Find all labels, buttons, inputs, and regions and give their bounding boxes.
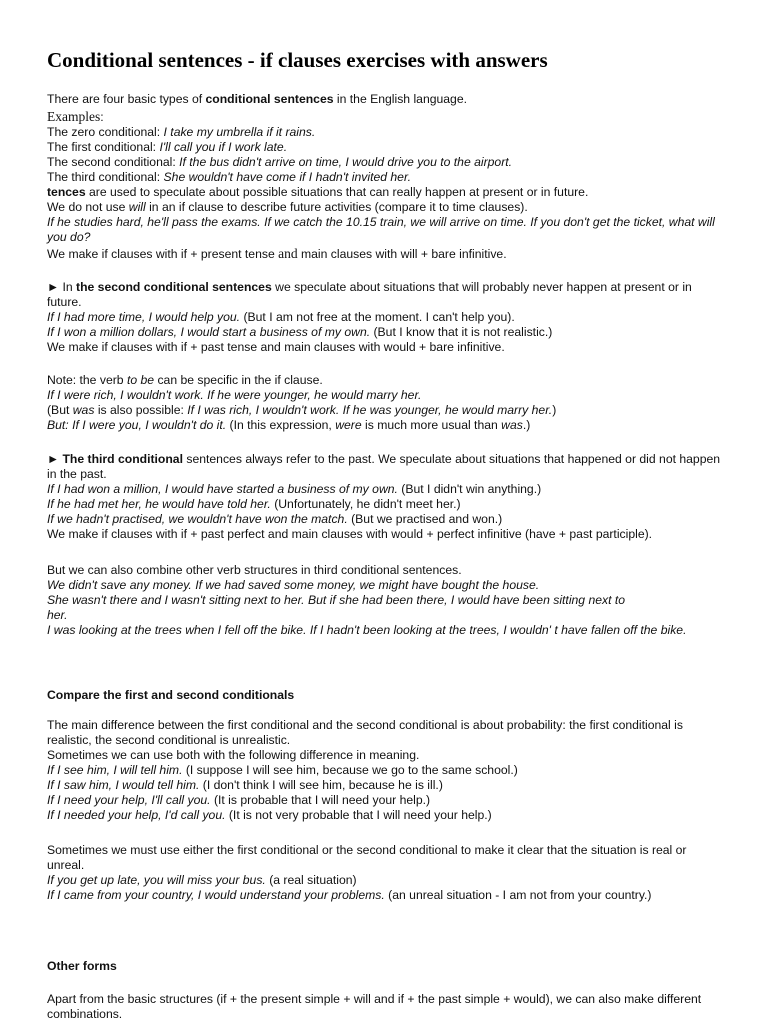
arrow-icon: ► xyxy=(47,280,60,294)
second-conditional-line: The second conditional: If the bus didn't arrive on time, I would drive you to the airport. xyxy=(47,155,513,169)
compare-example-3: If I need your help, I'll call you. (It is probable that I will need your help.) xyxy=(47,793,431,807)
second-example-1: If I had more time, I would help you. (But I am not free at the moment. I can't help you). xyxy=(47,310,515,324)
note-section xyxy=(47,373,727,433)
first-conditional-line: The first conditional: I'll call you if I work late. xyxy=(47,140,288,154)
other-forms-heading: Other forms xyxy=(47,959,117,973)
compare-section xyxy=(47,688,727,823)
studies-example: If he studies hard, he'll pass the exams. If we catch the 10.15 train, we will arrive on time. If you don't get the ticket, what will you do? xyxy=(47,215,715,244)
compare-paragraph: The main difference between the first conditional and the second conditional is about probability: the first conditional is realistic, the second conditional is unrealistic. xyxy=(47,718,683,747)
note-line-3: (But was is also possible: If I was rich, I wouldn't work. If he was younger, he would marry her.) xyxy=(47,403,557,417)
other-forms-paragraph: Apart from the basic structures (if + the present simple + will and if + the past simple + would), we can also make different combinations. xyxy=(47,992,702,1021)
second-conditional-section xyxy=(47,280,727,355)
third-example-3: If we hadn't practised, we wouldn't have won the match. (But we practised and won.) xyxy=(47,512,503,526)
zero-conditional-line: The zero conditional: I take my umbrella if it rains. xyxy=(47,125,316,139)
compare-example-2: If I saw him, I would tell him. (I don't think I will see him, because he is ill.) xyxy=(47,778,443,792)
note-line-4: But: If I were you, I wouldn't do it. (In this expression, were is much more usual than was.) xyxy=(47,418,531,432)
tences-line: tences are used to speculate about possible situations that can really happen at present or in future. xyxy=(47,185,589,199)
compare-example-4: If I needed your help, I'd call you. (It is not very probable that I will need your help.) xyxy=(47,808,492,822)
combine-section xyxy=(47,563,727,638)
third-heading-line: ► The third conditional sentences always refer to the past. We speculate about situations that happened or did not happen in the past. xyxy=(47,452,721,481)
either-example-1: If you get up late, you will miss your bus. (a real situation) xyxy=(47,873,357,887)
examples-label: Examples: xyxy=(47,109,104,124)
note-line-1: Note: the verb to be can be specific in the if clause. xyxy=(47,373,323,387)
combine-intro: But we can also combine other verb structures in third conditional sentences. xyxy=(47,563,462,577)
second-heading-line: ► In the second conditional sentences we speculate about situations that will probably never happen at present or in future. xyxy=(47,280,692,309)
compare-heading: Compare the first and second conditionals xyxy=(47,688,295,702)
third-example-1: If I had won a million, I would have started a business of my own. (But I didn't win anything.) xyxy=(47,482,542,496)
third-example-2: If he had met her, he would have told her. (Unfortunately, he didn't meet her.) xyxy=(47,497,461,511)
arrow-icon: ► xyxy=(47,452,60,466)
combine-example-2: She wasn't there and I wasn't sitting next to her. But if she had been there, I would have been sitting next to her. xyxy=(47,593,626,622)
second-make-line: We make if clauses with if + past tense and main clauses with would + bare infinitive. xyxy=(47,340,505,354)
second-example-2: If I won a million dollars, I would start a business of my own. (But I know that it is not realistic.) xyxy=(47,325,553,339)
either-paragraph: Sometimes we must use either the first conditional or the second conditional to make it clear that the situation is real or unreal. xyxy=(47,843,687,872)
page-title: Conditional sentences - if clauses exercises with answers xyxy=(47,48,548,72)
third-conditional-line: The third conditional: She wouldn't have come if I hadn't invited her. xyxy=(47,170,411,184)
note-line-2: If I were rich, I wouldn't work. If he were younger, he would marry her. xyxy=(47,388,422,402)
either-example-2: If I came from your country, I would understand your problems. (an unreal situation - I am not from your country.) xyxy=(47,888,652,902)
intro-line: There are four basic types of conditional sentences in the English language. xyxy=(47,92,468,106)
other-forms-section xyxy=(47,959,727,1022)
compare-example-1: If I see him, I will tell him. (I suppose I will see him, because we go to the same school.) xyxy=(47,763,518,777)
either-section xyxy=(47,843,727,903)
third-make-line: We make if clauses with if + past perfect and main clauses with would + perfect infinitive (have + past participle). xyxy=(47,527,653,541)
intro-section xyxy=(47,92,727,262)
combine-example-1: We didn't save any money. If we had saved some money, we might have bought the house. xyxy=(47,578,540,592)
combine-example-3: I was looking at the trees when I fell off the bike. If I hadn't been looking at the trees, I wouldn' t have fallen off the bike. xyxy=(47,623,687,637)
compare-paragraph-2: Sometimes we can use both with the following difference in meaning. xyxy=(47,748,420,762)
third-conditional-section xyxy=(47,452,727,542)
make-present-line: We make if clauses with if + present tense and main clauses with will + bare infinitive. xyxy=(47,246,507,261)
will-line: We do not use will in an if clause to describe future activities (compare it to time clauses). xyxy=(47,200,528,214)
